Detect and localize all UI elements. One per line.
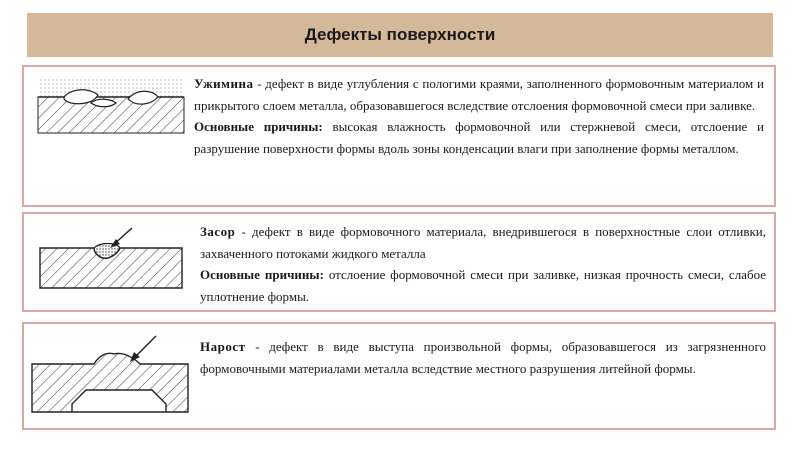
defect-panel-narost	[22, 322, 776, 430]
uzhimina-causes	[194, 116, 764, 159]
narost-illustration	[28, 330, 194, 420]
zasor-causes	[200, 264, 766, 307]
defect-panel-uzhimina	[22, 65, 776, 207]
causes-text: высокая влажность формовочной или стержневой смеси, отслоение и разрушение поверхности формы вдоль зоны конденсации влаги при заполнение формы металлом.	[194, 119, 764, 156]
narost-definition	[200, 336, 766, 379]
page-title: Дефекты поверхности	[304, 25, 496, 44]
defect-term: Засор	[200, 224, 236, 239]
defect-definition: - дефект в виде углубления с пологими краями, заполненного формовочным материалом и прикрытого слоем металла, образовавшегося вследствие отслоения формовочной смеси при заливке.	[194, 76, 764, 113]
defect-term: Нарост	[200, 339, 246, 354]
causes-label: Основные причины:	[200, 267, 324, 282]
uzhimina-text	[194, 73, 764, 159]
zasor-illustration	[36, 224, 186, 296]
narost-text	[200, 336, 766, 379]
uzhimina-definition	[194, 73, 764, 116]
defect-panel-zasor	[22, 212, 776, 312]
causes-label: Основные причины:	[194, 119, 323, 134]
uzhimina-illustration	[36, 75, 186, 135]
defect-definition: - дефект в виде выступа произвольной формы, образовавшегося из загрязненного формовочными материалами металла вследствие местного разрушения литейной формы.	[200, 339, 766, 376]
zasor-text	[200, 221, 766, 307]
defect-term: Ужимина	[194, 76, 254, 91]
zasor-definition	[200, 221, 766, 264]
header-bar	[27, 13, 773, 57]
defect-definition: - дефект в виде формовочного материала, внедрившегося в поверхностные слои отливки, захваченного потоками жидкого металла	[200, 224, 766, 261]
causes-text: отслоение формовочной смеси при заливке, низкая прочность смеси, слабое уплотнение формы.	[200, 267, 766, 304]
